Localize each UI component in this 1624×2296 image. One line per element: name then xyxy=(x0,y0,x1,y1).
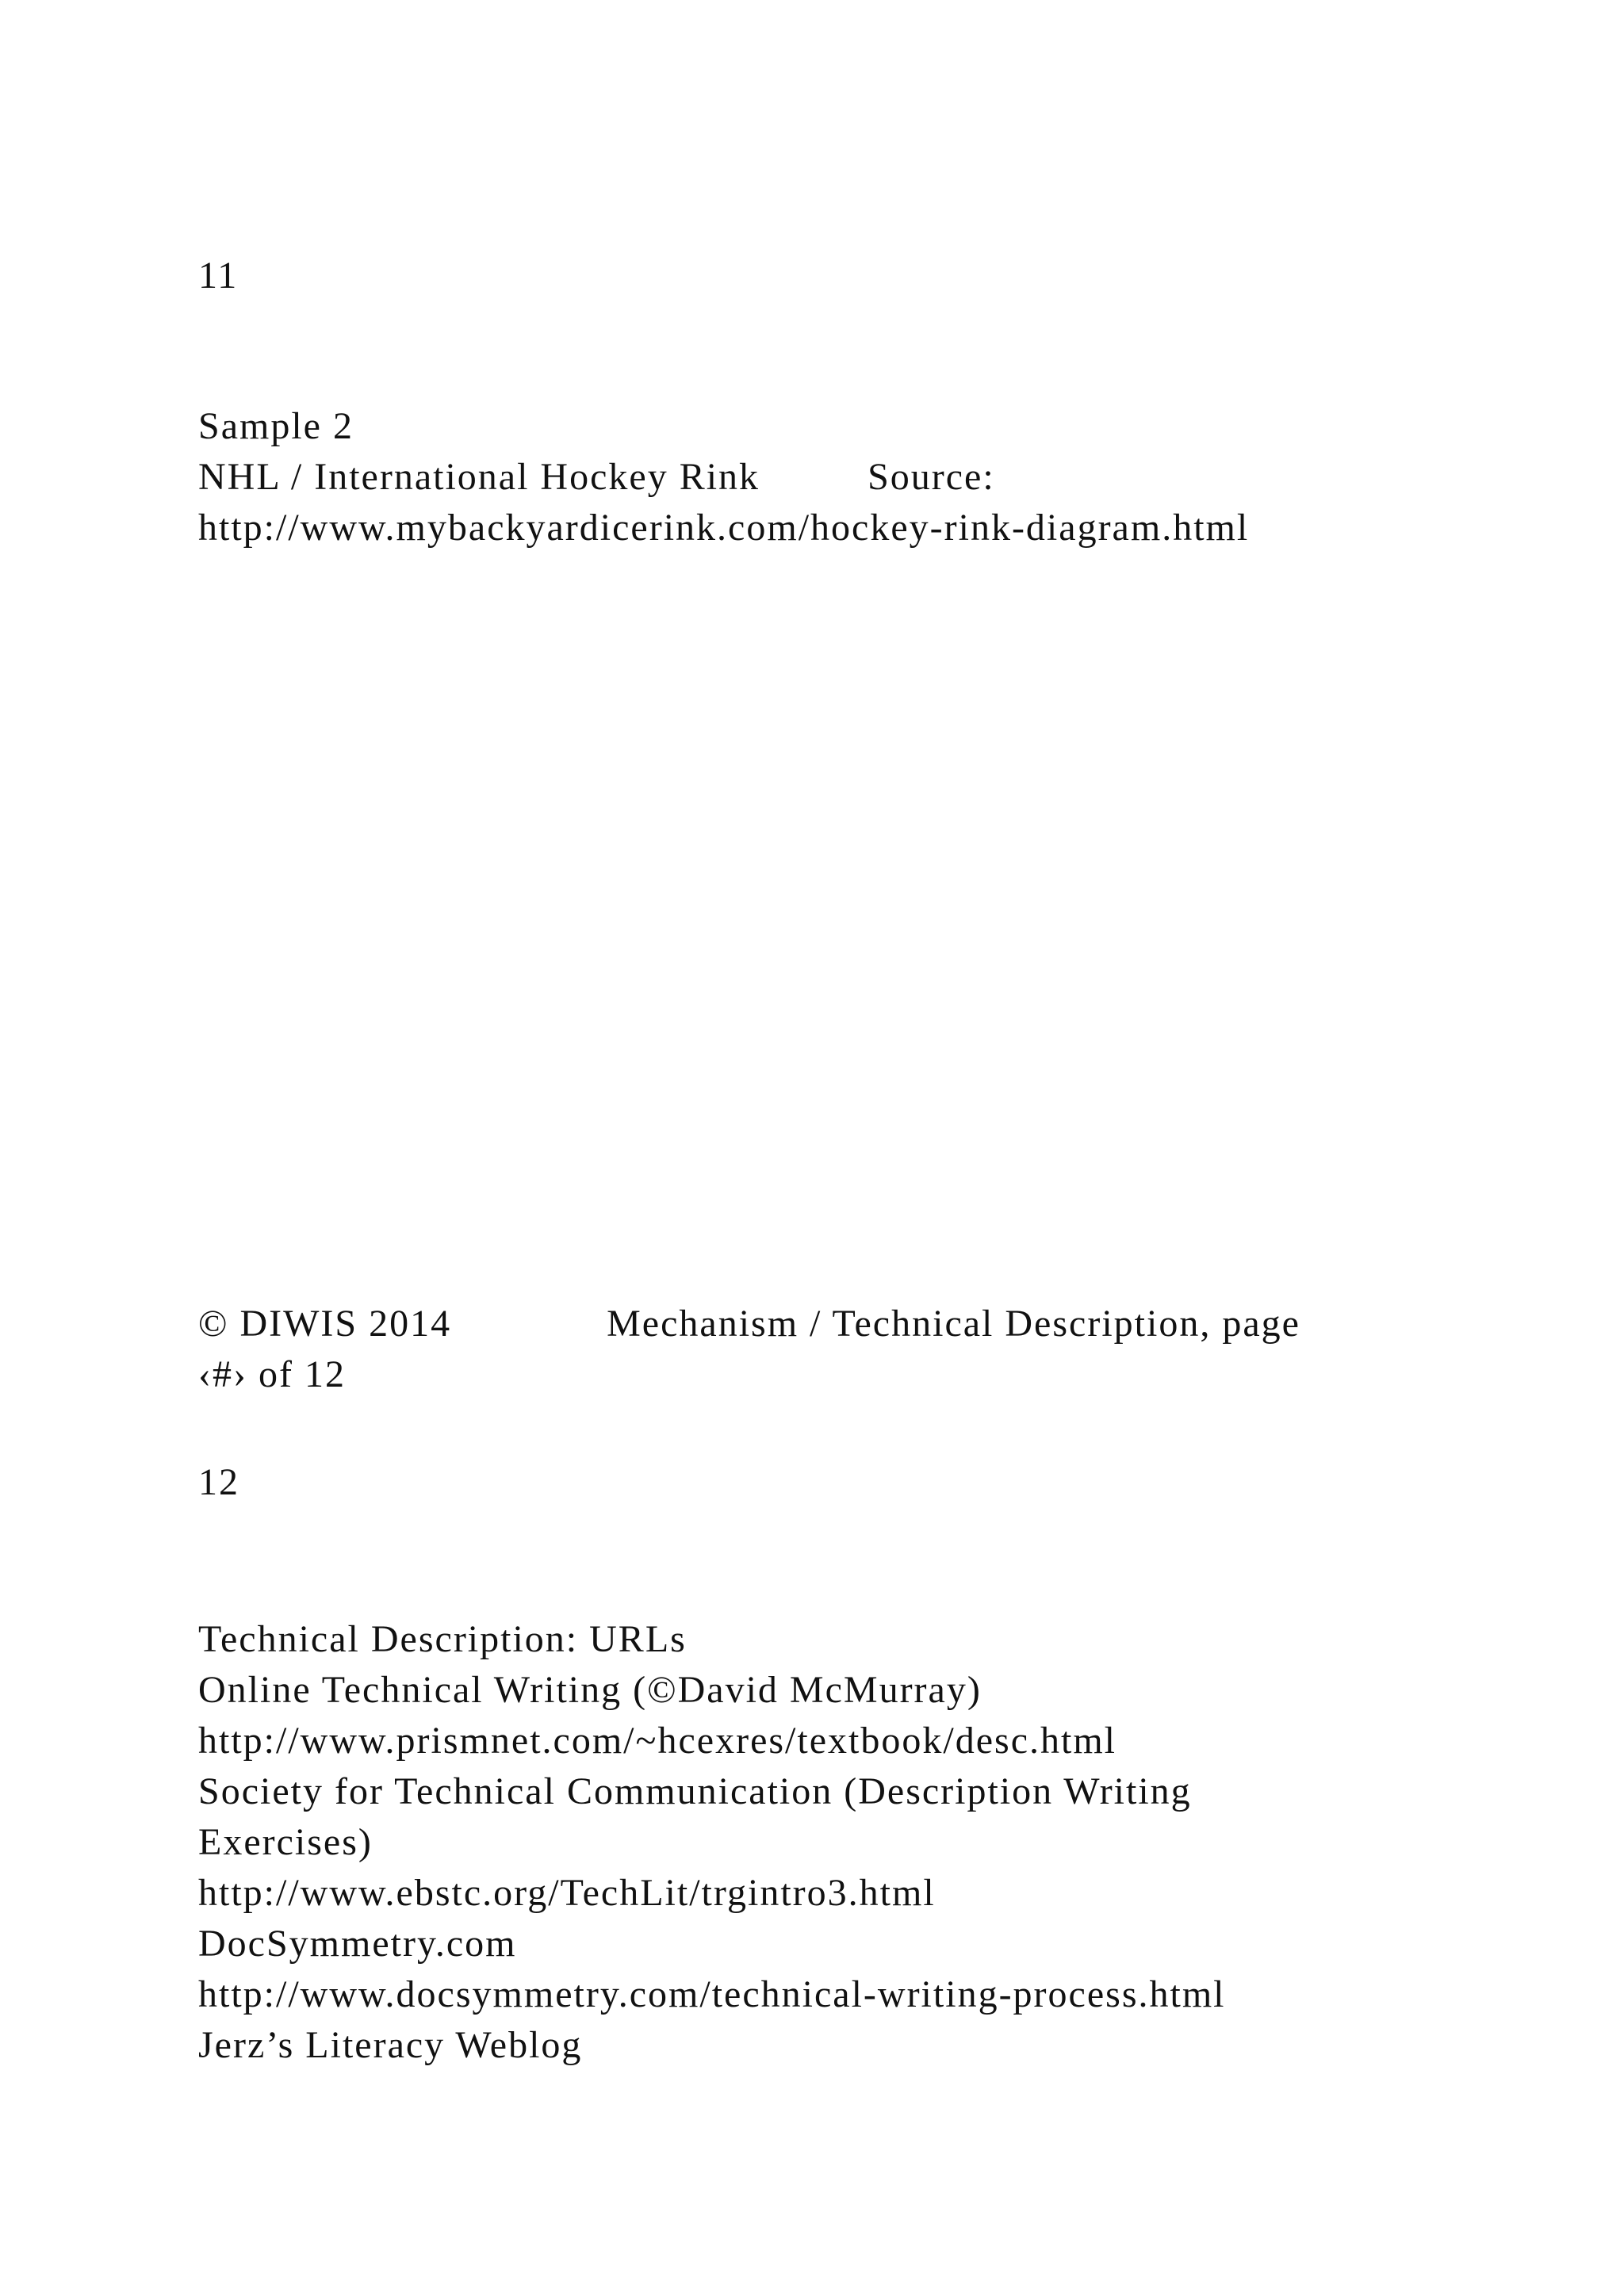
footer-doc-title: Mechanism / Technical Description, page xyxy=(607,1303,1300,1345)
url-list-line: Society for Technical Communication (Description Writing xyxy=(198,1770,1192,1812)
url-list-line: Online Technical Writing (©David McMurray) xyxy=(198,1669,982,1711)
rink-title: NHL / International Hockey Rink xyxy=(198,456,760,498)
url-list-line: http://www.docsymmetry.com/technical-writing-process.html xyxy=(198,1973,1226,2015)
url-list-line: http://www.ebstc.org/TechLit/trgintro3.html xyxy=(198,1872,936,1914)
footer-line xyxy=(198,1299,1300,1349)
url-list-line: Jerz’s Literacy Weblog xyxy=(198,2024,583,2066)
url-list-line: DocSymmetry.com xyxy=(198,1923,517,1965)
source-url: http://www.mybackyardicerink.com/hockey-rink-diagram.html xyxy=(198,507,1250,549)
page-number-12: 12 xyxy=(198,1461,239,1503)
footer-copyright: © DIWIS 2014 xyxy=(198,1303,452,1345)
footer-page-of: ‹#› of 12 xyxy=(198,1353,346,1395)
rink-title-line xyxy=(198,452,995,503)
page-number-11: 11 xyxy=(198,254,239,297)
url-list-line: Exercises) xyxy=(198,1821,373,1863)
url-list-line: http://www.prismnet.com/~hcexres/textbook/desc.html xyxy=(198,1720,1116,1762)
source-label: Source: xyxy=(868,456,995,498)
urls-heading: Technical Description: URLs xyxy=(198,1618,687,1660)
sample-label: Sample 2 xyxy=(198,405,354,447)
